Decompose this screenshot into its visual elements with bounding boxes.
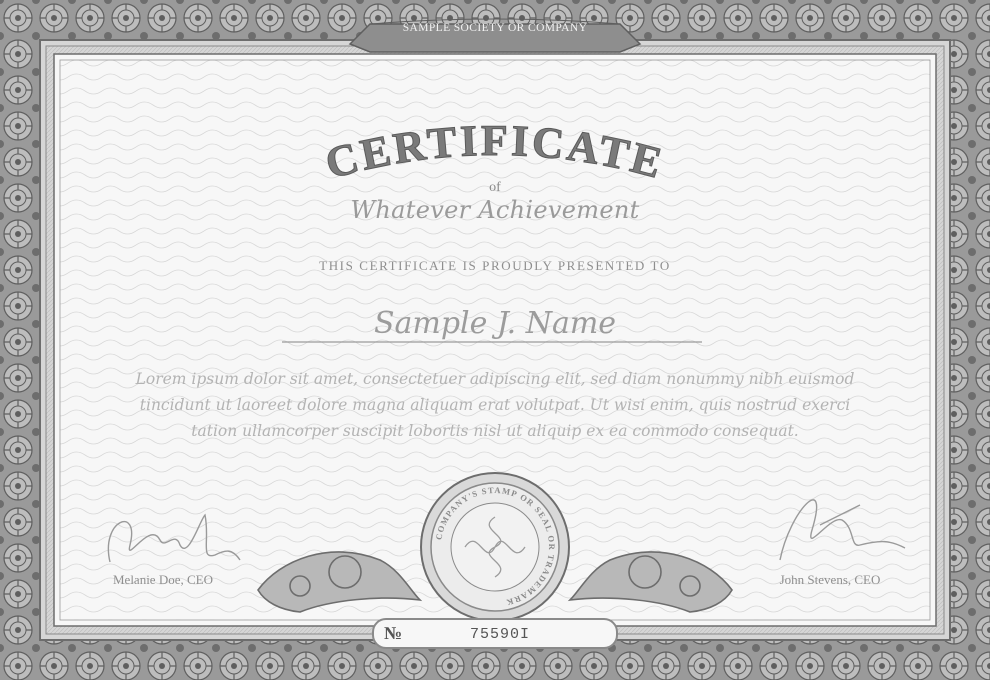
signer-right-name: John Stevens, CEO <box>779 572 881 587</box>
serial-number: 75590I <box>470 626 531 643</box>
certificate-title: CERTIFICATE <box>320 115 670 189</box>
signer-left-name: Melanie Doe, CEO <box>112 572 213 587</box>
achievement-subtitle: Whatever Achievement <box>350 196 640 224</box>
title-of: of <box>489 180 501 195</box>
organization-banner: SAMPLE SOCIETY OR COMPANY <box>402 22 588 34</box>
serial-number-box <box>372 618 618 649</box>
recipient-name: Sample J. Name <box>373 306 617 341</box>
presented-line: THIS CERTIFICATE IS PROUDLY PRESENTED TO <box>319 258 671 273</box>
serial-label: № <box>384 623 403 643</box>
body-text: Lorem ipsum dolor sit amet, consectetuer adipiscing elit, sed diam nonummy nibh euismod tincidunt ut laoreet dolore magna aliquam erat volutpat. Ut wisi enim, quis nostrud exerci tation ullamcorper suscipit lobortis nisl ut aliquip ex ea commodo consequat. <box>135 370 855 440</box>
seal-text: COMPANY'S STAMP OR SEAL OR TRADEMARK <box>433 484 558 608</box>
